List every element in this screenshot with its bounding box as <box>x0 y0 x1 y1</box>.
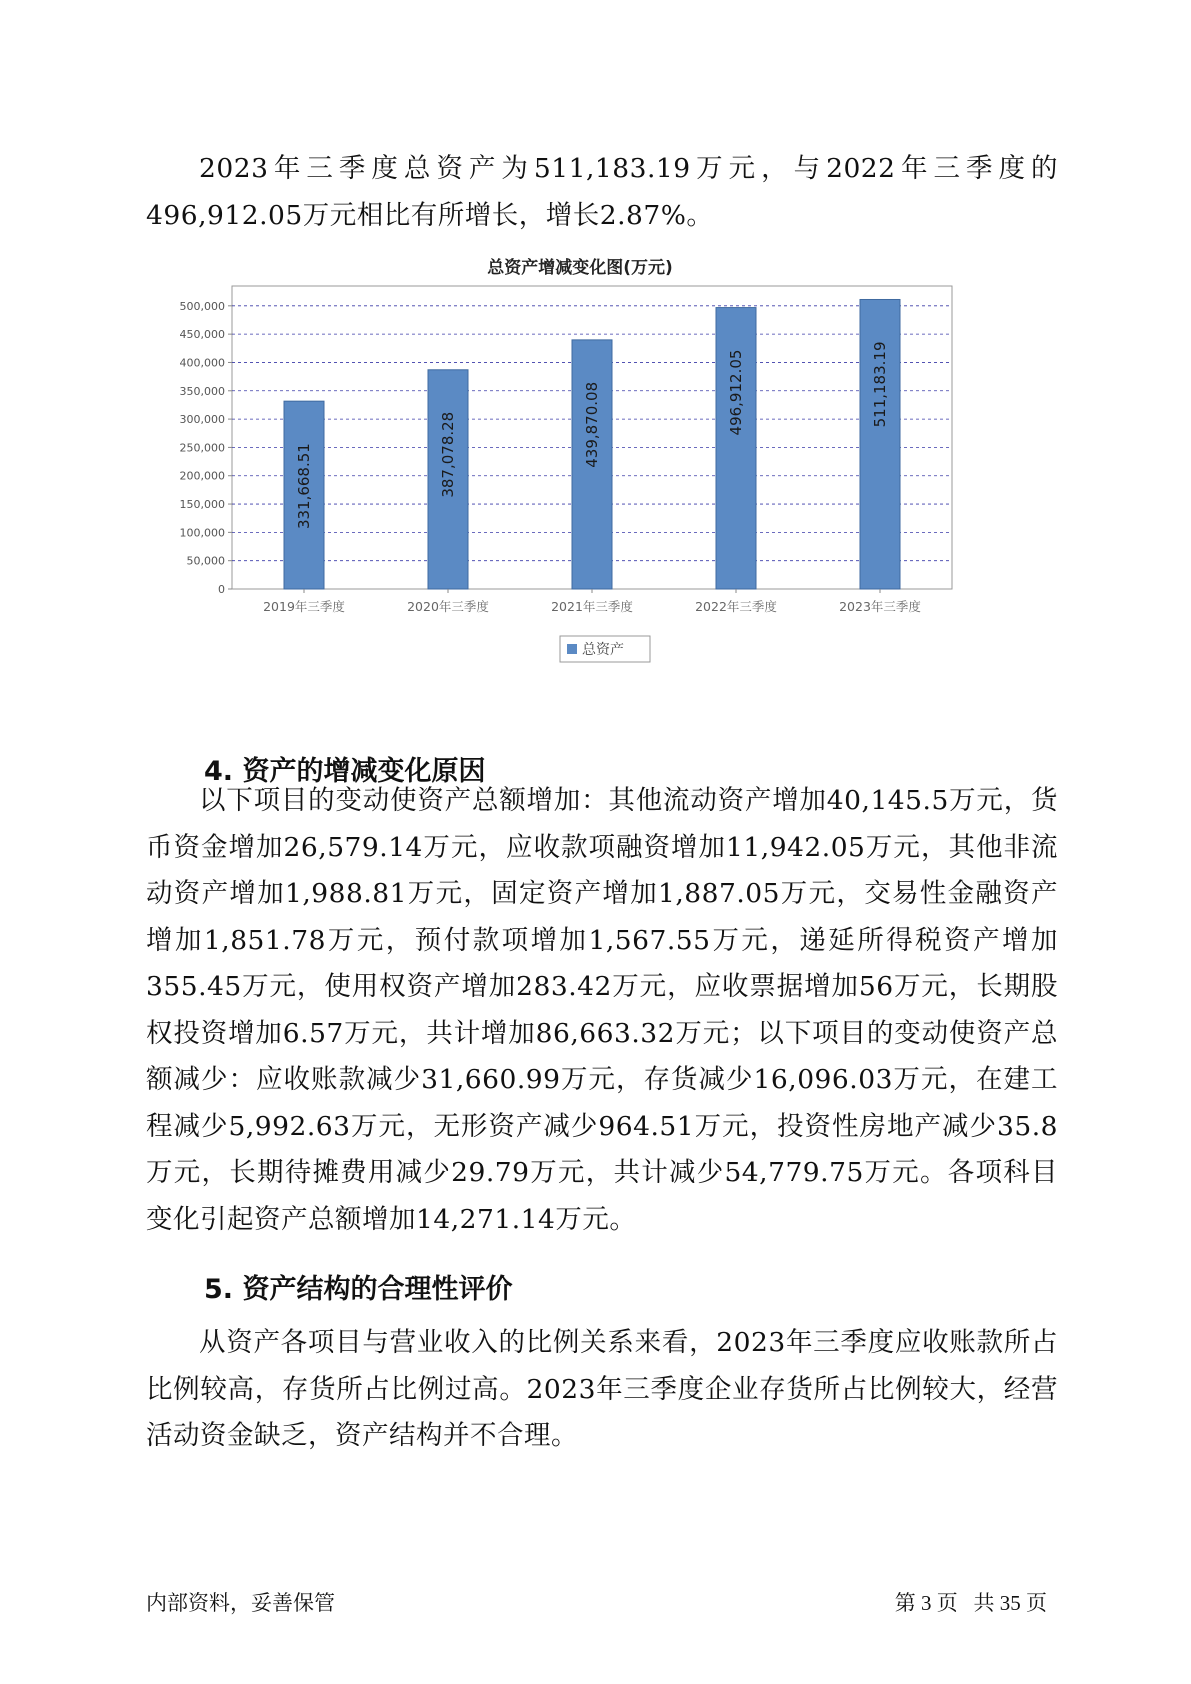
y-tick-label: 450,000 <box>179 328 225 342</box>
chart-legend <box>560 636 650 662</box>
y-tick-label: 50,000 <box>186 554 225 568</box>
y-tick-label: 0 <box>218 583 225 596</box>
section-5-heading: 5. 资产结构的合理性评价 <box>204 1274 513 1305</box>
y-tick-label: 350,000 <box>179 384 225 398</box>
y-tick-label: 250,000 <box>179 441 225 455</box>
x-tick-label: 2020年三季度 <box>407 599 489 614</box>
y-tick-label: 200,000 <box>179 469 225 483</box>
bar-value-label: 387,078.28 <box>439 411 457 498</box>
bars <box>284 299 900 589</box>
bar-value-label: 511,183.19 <box>871 341 889 428</box>
chart-title: 总资产增减变化图(万元) <box>487 258 673 278</box>
y-tick-label: 400,000 <box>179 356 225 370</box>
y-tick-label: 150,000 <box>179 498 225 512</box>
footer-page-number: 第 3 页 共 35 页 <box>894 1591 1047 1615</box>
bar-value-label: 439,870.08 <box>583 381 601 468</box>
x-tick-label: 2019年三季度 <box>263 599 345 614</box>
x-tick-label: 2021年三季度 <box>551 599 633 614</box>
total-assets-chart <box>140 258 960 668</box>
x-tick-label: 2023年三季度 <box>839 599 921 614</box>
section-5-paragraph: 从资产各项目与营业收入的比例关系来看，2023年三季度应收账款所占比例较高，存货所占比例过高。2023年三季度企业存货所占比例较大，经营活动资金缺乏，资产结构并不合理。 <box>146 1327 1058 1451</box>
section-4-paragraph: 以下项目的变动使资产总额增加：其他流动资产增加40,145.5万元，货币资金增加26,579.14万元，应收款项融资增加11,942.05万元，其他非流动资产增加1,988.81万元，固定资产增加1,887.05万元，交易性金融资产增加1,851.78万元，预付款项增加1,567.55万元，递延所得税资产增加355.45万元，使用权资产增加283.42万元，应收票据增加56万元，长期股权投资增加6.57万元，共计增加86,663.32万元；以下项目的变动使资产总额减少：应收账款减少31,660.99万元，存货减少16,096.03万元，在建工程减少5,992.63万元，无形资产减少964.51万元，投资性房地产减少35.8万元，长期待摊费用减少29.79万元，共计减少54,779.75万元。各项科目变化引起资产总额增加14,271.14万元。 <box>146 785 1058 1235</box>
footer-confidential-note: 内部资料，妥善保管 <box>146 1591 335 1615</box>
legend-swatch <box>567 644 577 654</box>
bar-value-label: 496,912.05 <box>727 349 745 436</box>
legend-label: 总资产 <box>582 642 624 658</box>
y-tick-label: 300,000 <box>179 413 225 427</box>
section-4-heading: 4. 资产的增减变化原因 <box>204 756 486 787</box>
x-tick-label: 2022年三季度 <box>695 599 777 614</box>
y-tick-label: 100,000 <box>179 526 225 540</box>
y-tick-label: 500,000 <box>179 299 225 313</box>
intro-paragraph: 2023年三季度总资产为511,183.19万元，与2022年三季度的496,912.05万元相比有所增长，增长2.87%。 <box>146 153 1058 231</box>
y-axis-ticks <box>180 300 233 596</box>
x-axis-ticks <box>263 589 921 614</box>
bar-value-label: 331,668.51 <box>295 443 313 530</box>
